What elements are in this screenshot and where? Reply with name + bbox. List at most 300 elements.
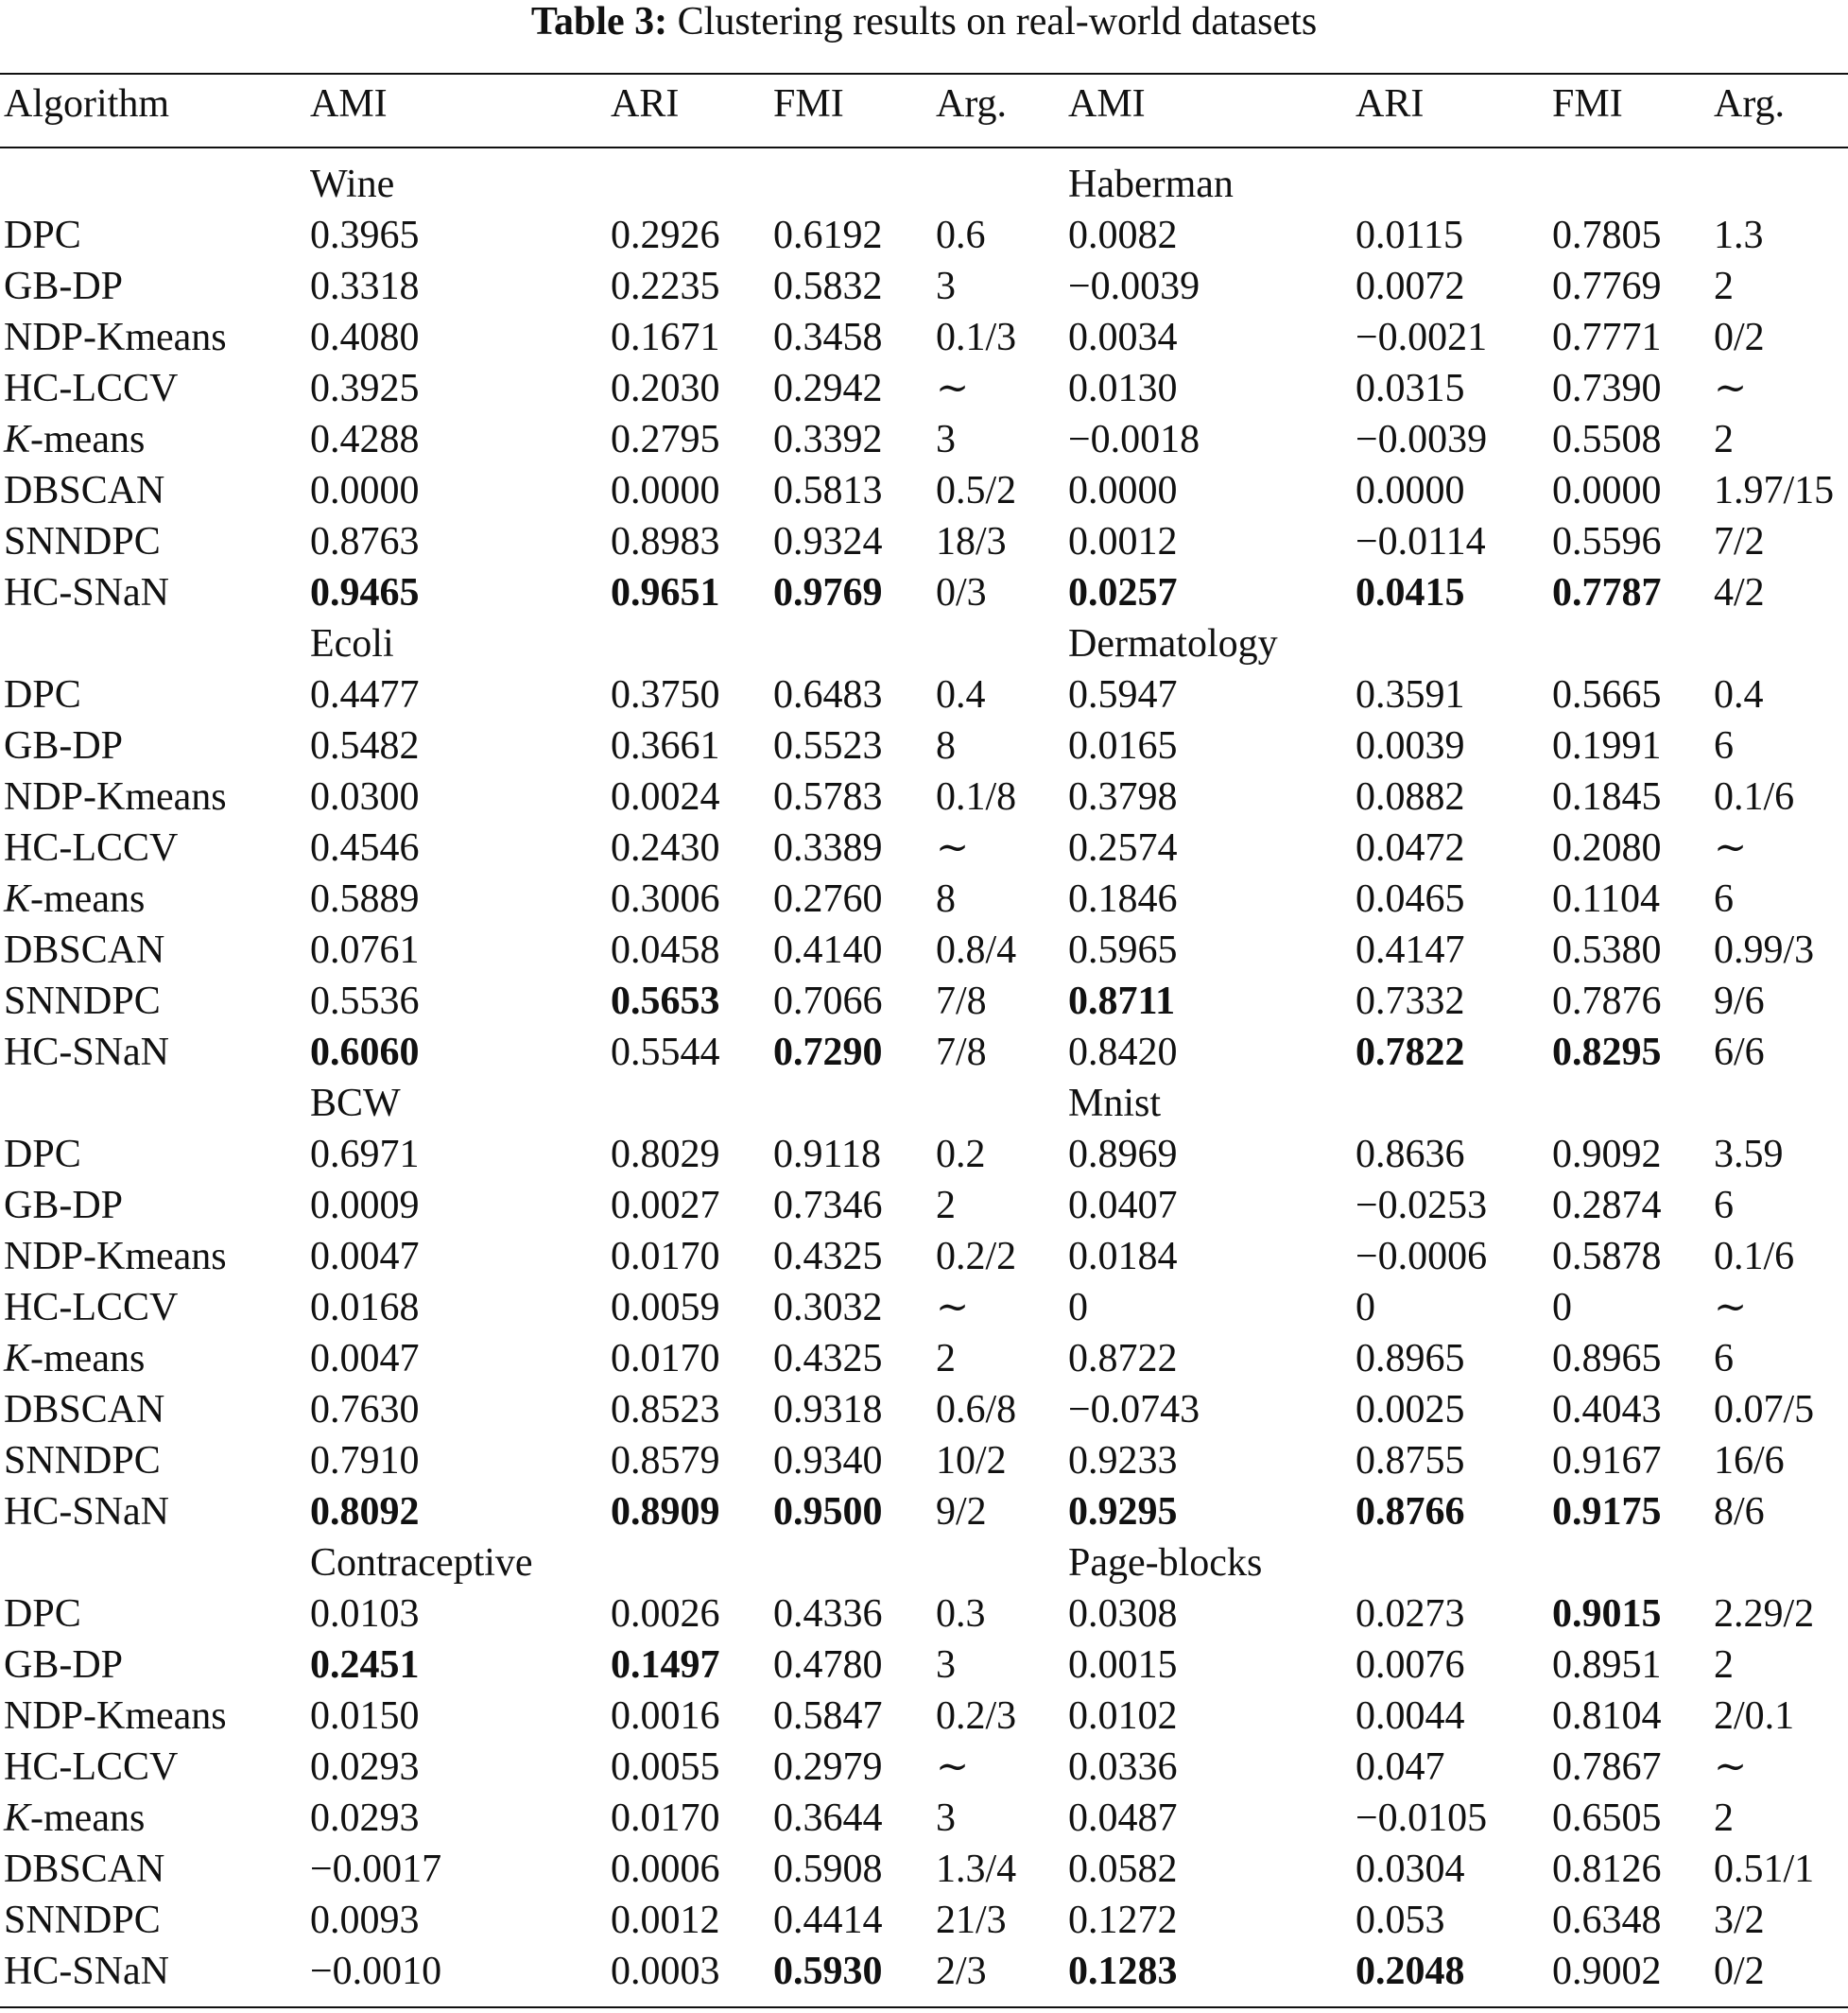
cell-fmi-right: 0.8965 [1552,1337,1662,1380]
algorithm-name: DPC [4,1592,81,1636]
dataset-label-row [0,618,1848,669]
header-fmi-right: FMI [1552,82,1623,126]
cell-ami-left: 0.6971 [310,1133,420,1176]
cell-ami-right: 0.9233 [1068,1439,1178,1483]
dataset-name-right: Haberman [1068,163,1234,206]
algorithm-name: HC-LCCV [4,826,179,870]
cell-ami-right: 0.0165 [1068,724,1178,768]
cell-ami-right: 0.0000 [1068,469,1178,512]
cell-ami-left: 0.0300 [310,775,420,819]
cell-fmi-left: 0.3392 [773,418,883,461]
cell-arg-left: 21/3 [936,1899,1007,1942]
table-row [0,1895,1848,1946]
cell-fmi-right: 0.8951 [1552,1643,1662,1687]
cell-ami-right: −0.0743 [1068,1388,1200,1432]
cell-arg-left: 10/2 [936,1439,1007,1483]
cell-arg-right: 0.99/3 [1714,928,1815,972]
cell-fmi-right: 0.1104 [1552,877,1660,921]
table-row [0,1333,1848,1384]
algorithm-name: DBSCAN [4,1848,165,1891]
cell-ami-left: 0.0047 [310,1337,420,1380]
cell-fmi-left: 0.9340 [773,1439,883,1483]
cell-arg-left: 7/8 [936,1031,987,1074]
table-row [0,567,1848,618]
cell-ami-right: 0.0184 [1068,1235,1178,1278]
cell-ari-right: 0.7332 [1356,980,1465,1023]
cell-ari-right: −0.0039 [1356,418,1488,461]
cell-ami-left: 0.0103 [310,1592,420,1636]
cell-fmi-right: 0.5380 [1552,928,1662,972]
cell-fmi-left: 0.9324 [773,520,883,564]
cell-fmi-right: 0.5596 [1552,520,1662,564]
cell-arg-right: ∼ [1714,367,1748,410]
header-arg-right: Arg. [1714,82,1786,126]
algorithm-name: GB-DP [4,265,124,308]
cell-arg-left: 3 [936,1796,956,1840]
cell-fmi-left: 0.5847 [773,1694,883,1738]
table-row [0,1231,1848,1282]
cell-ami-right: 0.0015 [1068,1643,1178,1687]
cell-ari-left: 0.3006 [611,877,720,921]
cell-ari-right: −0.0253 [1356,1184,1488,1227]
cell-ami-left: 0.3965 [310,214,420,257]
cell-arg-right: ∼ [1714,1286,1748,1329]
cell-ari-right: 0.0415 [1356,571,1465,615]
cell-ami-right: 0.9295 [1068,1490,1178,1534]
cell-ari-left: 0.0059 [611,1286,720,1329]
cell-arg-right: ∼ [1714,1745,1748,1789]
table-row [0,874,1848,925]
cell-fmi-left: 0.5930 [773,1950,883,1993]
dataset-label-row [0,159,1848,210]
cell-ari-right: 0.0115 [1356,214,1463,257]
algorithm-name: DPC [4,214,81,257]
table-row [0,1742,1848,1793]
cell-fmi-right: 0.7805 [1552,214,1662,257]
cell-ami-right: 0.0308 [1068,1592,1178,1636]
cell-arg-right: 6 [1714,1184,1734,1227]
table-header-row [0,76,1848,132]
cell-ami-right: −0.0018 [1068,418,1200,461]
cell-fmi-left: 0.7290 [773,1031,883,1074]
cell-arg-right: 0.51/1 [1714,1848,1815,1891]
header-arg-left: Arg. [936,82,1008,126]
cell-ami-right: 0.8420 [1068,1031,1178,1074]
cell-fmi-left: 0.6483 [773,673,883,717]
cell-ami-left: 0.0047 [310,1235,420,1278]
cell-ari-right: 0.0025 [1356,1388,1465,1432]
cell-ari-right: 0.0000 [1356,469,1465,512]
table-row [0,1180,1848,1231]
cell-fmi-left: 0.4325 [773,1235,883,1278]
header-ari-right: ARI [1356,82,1425,126]
table-caption-label: Table 3: [530,0,668,43]
algorithm-name: SNNDPC [4,1439,161,1483]
table-row [0,261,1848,312]
cell-arg-left: 0.6 [936,214,986,257]
cell-arg-left: 0.5/2 [936,469,1017,512]
table-row [0,720,1848,772]
cell-fmi-left: 0.3389 [773,826,883,870]
dataset-label-row [0,1537,1848,1588]
cell-ami-right: 0.8722 [1068,1337,1178,1380]
cell-ami-left: 0.6060 [310,1031,420,1074]
table-row [0,1691,1848,1742]
cell-ami-right: 0.0102 [1068,1694,1178,1738]
cell-ami-right: 0.1283 [1068,1950,1178,1993]
cell-arg-left: 3 [936,265,956,308]
cell-ami-right: 0.8711 [1068,980,1176,1023]
cell-ami-left: 0.5889 [310,877,420,921]
cell-fmi-left: 0.9118 [773,1133,881,1176]
cell-ari-right: 0.7822 [1356,1031,1465,1074]
cell-ami-right: 0.2574 [1068,826,1178,870]
cell-ami-right: 0.0582 [1068,1848,1178,1891]
cell-ari-right: 0.0076 [1356,1643,1465,1687]
algorithm-name: HC-SNaN [4,1031,169,1074]
cell-ami-left: 0.3925 [310,367,420,410]
algorithm-name: HC-LCCV [4,1745,179,1789]
cell-fmi-right: 0.5665 [1552,673,1662,717]
cell-ari-left: 0.2030 [611,367,720,410]
cell-fmi-left: 0.5813 [773,469,883,512]
dataset-name-right: Page-blocks [1068,1541,1263,1585]
cell-ari-right: 0.053 [1356,1899,1445,1942]
algorithm-name: HC-SNaN [4,1490,169,1534]
cell-arg-right: 6 [1714,877,1734,921]
cell-fmi-left: 0.9500 [773,1490,883,1534]
cell-arg-right: 0.1/6 [1714,775,1795,819]
cell-ami-left: −0.0010 [310,1950,442,1993]
cell-arg-left: 0.1/3 [936,316,1017,359]
algorithm-name: NDP-Kmeans [4,1235,227,1278]
cell-arg-left: 9/2 [936,1490,987,1534]
cell-fmi-right: 0.2874 [1552,1184,1662,1227]
cell-ari-left: 0.1671 [611,316,720,359]
cell-ami-left: 0.0293 [310,1745,420,1789]
cell-ari-right: −0.0105 [1356,1796,1488,1840]
algorithm-name: GB-DP [4,1643,124,1687]
cell-ami-left: 0.4080 [310,316,420,359]
cell-fmi-right: 0.7769 [1552,265,1662,308]
header-fmi-left: FMI [773,82,844,126]
cell-fmi-right: 0.8104 [1552,1694,1662,1738]
cell-ari-right: 0.0315 [1356,367,1465,410]
cell-ari-left: 0.0170 [611,1796,720,1840]
algorithm-name: HC-SNaN [4,1950,169,1993]
cell-arg-right: 3/2 [1714,1899,1765,1942]
cell-ari-left: 0.0027 [611,1184,720,1227]
cell-ami-left: −0.0017 [310,1848,442,1891]
cell-ari-left: 0.5653 [611,980,720,1023]
cell-ami-right: 0.3798 [1068,775,1178,819]
algorithm-name: HC-LCCV [4,1286,179,1329]
cell-arg-left: 0.6/8 [936,1388,1017,1432]
cell-fmi-right: 0.9015 [1552,1592,1662,1636]
algorithm-name: NDP-Kmeans [4,1694,227,1738]
cell-ami-left: 0.0761 [310,928,420,972]
cell-arg-left: 0.2 [936,1133,986,1176]
cell-fmi-right: 0.7771 [1552,316,1662,359]
cell-ari-right: 0.8965 [1356,1337,1465,1380]
cell-fmi-right: 0.1991 [1552,724,1662,768]
cell-arg-left: 3 [936,418,956,461]
cell-ami-right: 0.5947 [1068,673,1178,717]
cell-arg-right: 2 [1714,1643,1734,1687]
algorithm-name: NDP-Kmeans [4,775,227,819]
cell-ami-left: 0.4288 [310,418,420,461]
table-bottom-rule [0,2006,1848,2008]
cell-ari-left: 0.0024 [611,775,720,819]
cell-fmi-left: 0.7066 [773,980,883,1023]
cell-fmi-right: 0.7787 [1552,571,1662,615]
dataset-name-left: BCW [310,1082,401,1125]
cell-fmi-right: 0.7867 [1552,1745,1662,1789]
table-row [0,1435,1848,1486]
cell-ami-right: 0.0012 [1068,520,1178,564]
cell-ami-left: 0.4546 [310,826,420,870]
algorithm-name: DPC [4,1133,81,1176]
cell-fmi-left: 0.4140 [773,928,883,972]
cell-arg-left: 2/3 [936,1950,987,1993]
cell-fmi-left: 0.9318 [773,1388,883,1432]
cell-ami-right: 0.0257 [1068,571,1178,615]
table-top-rule [0,73,1848,75]
table-row [0,823,1848,874]
cell-arg-left: 0/3 [936,571,987,615]
cell-ari-left: 0.3750 [611,673,720,717]
table-row [0,1486,1848,1537]
cell-ari-left: 0.0016 [611,1694,720,1738]
table-row [0,1640,1848,1691]
table-row [0,516,1848,567]
cell-arg-left: 7/8 [936,980,987,1023]
cell-ari-right: 0.0039 [1356,724,1465,768]
cell-fmi-left: 0.9769 [773,571,883,615]
table-body [0,159,1848,1997]
algorithm-name: NDP-Kmeans [4,316,227,359]
cell-fmi-right: 0.1845 [1552,775,1662,819]
cell-ari-left: 0.2235 [611,265,720,308]
cell-ari-right: 0.0465 [1356,877,1465,921]
cell-ami-right: 0 [1068,1286,1088,1329]
cell-arg-right: 7/2 [1714,520,1765,564]
cell-ari-left: 0.8909 [611,1490,720,1534]
cell-ari-right: −0.0006 [1356,1235,1488,1278]
algorithm-name: K-means [4,877,146,921]
cell-ari-left: 0.2926 [611,214,720,257]
table-caption-text: Clustering results on real-world datasets [677,0,1318,43]
cell-fmi-left: 0.4336 [773,1592,883,1636]
cell-fmi-right: 0.7876 [1552,980,1662,1023]
cell-fmi-right: 0.6505 [1552,1796,1662,1840]
cell-ami-right: 0.1272 [1068,1899,1178,1942]
cell-fmi-left: 0.4414 [773,1899,883,1942]
cell-ami-left: 0.0093 [310,1899,420,1942]
cell-fmi-left: 0.5523 [773,724,883,768]
table-row [0,772,1848,823]
cell-ari-right: 0 [1356,1286,1375,1329]
cell-ami-right: 0.0487 [1068,1796,1178,1840]
table-row [0,1946,1848,1997]
table-row [0,976,1848,1027]
cell-ari-right: 0.2048 [1356,1950,1465,1993]
cell-arg-left: 18/3 [936,520,1007,564]
cell-fmi-right: 0.9175 [1552,1490,1662,1534]
cell-arg-left: 0.8/4 [936,928,1017,972]
table-row [0,1027,1848,1078]
cell-fmi-left: 0.2942 [773,367,883,410]
cell-ari-right: −0.0021 [1356,316,1488,359]
cell-ari-left: 0.0055 [611,1745,720,1789]
cell-ami-left: 0.0168 [310,1286,420,1329]
cell-fmi-right: 0 [1552,1286,1572,1329]
header-ami-right: AMI [1068,82,1146,126]
header-ami-left: AMI [310,82,388,126]
cell-arg-right: 1.97/15 [1714,469,1835,512]
cell-ari-left: 0.0026 [611,1592,720,1636]
cell-ami-left: 0.0293 [310,1796,420,1840]
cell-fmi-left: 0.4780 [773,1643,883,1687]
cell-arg-left: 8 [936,877,956,921]
cell-arg-right: 8/6 [1714,1490,1765,1534]
cell-arg-left: 2 [936,1337,956,1380]
cell-ari-left: 0.2795 [611,418,720,461]
algorithm-name: DBSCAN [4,469,165,512]
cell-arg-left: 8 [936,724,956,768]
cell-ari-left: 0.0006 [611,1848,720,1891]
cell-ami-right: 0.0407 [1068,1184,1178,1227]
table-row [0,210,1848,261]
algorithm-name: DBSCAN [4,928,165,972]
cell-arg-right: 3.59 [1714,1133,1784,1176]
algorithm-name: K-means [4,1796,146,1840]
cell-ami-left: 0.8092 [310,1490,420,1534]
table-row [0,1793,1848,1844]
cell-fmi-left: 0.3032 [773,1286,883,1329]
table-row [0,465,1848,516]
cell-ari-left: 0.8983 [611,520,720,564]
header-algorithm: Algorithm [4,82,169,126]
cell-arg-left: 1.3/4 [936,1848,1017,1891]
header-ari-left: ARI [611,82,680,126]
algorithm-name: DPC [4,673,81,717]
table-row [0,1384,1848,1435]
table-row [0,414,1848,465]
cell-arg-right: 4/2 [1714,571,1765,615]
dataset-name-left: Contraceptive [310,1541,533,1585]
cell-ari-left: 0.0170 [611,1337,720,1380]
dataset-name-right: Mnist [1068,1082,1162,1125]
cell-arg-left: 0.4 [936,673,986,717]
cell-arg-right: 6/6 [1714,1031,1765,1074]
cell-ami-left: 0.5482 [310,724,420,768]
cell-arg-left: 0.3 [936,1592,986,1636]
cell-fmi-right: 0.0000 [1552,469,1662,512]
cell-fmi-right: 0.4043 [1552,1388,1662,1432]
cell-ari-right: 0.0072 [1356,265,1465,308]
cell-ari-left: 0.0000 [611,469,720,512]
algorithm-name: SNNDPC [4,1899,161,1942]
cell-arg-right: 2 [1714,418,1734,461]
cell-ami-left: 0.0150 [310,1694,420,1738]
cell-fmi-left: 0.7346 [773,1184,883,1227]
cell-ami-right: −0.0039 [1068,265,1200,308]
cell-ami-right: 0.0336 [1068,1745,1178,1789]
cell-ami-left: 0.2451 [310,1643,420,1687]
algorithm-name: K-means [4,1337,146,1380]
cell-ari-left: 0.0012 [611,1899,720,1942]
cell-arg-right: 2 [1714,1796,1734,1840]
cell-fmi-right: 0.2080 [1552,826,1662,870]
table-caption [0,0,1848,43]
cell-ami-right: 0.5965 [1068,928,1178,972]
algorithm-name: DBSCAN [4,1388,165,1432]
cell-ari-right: 0.8636 [1356,1133,1465,1176]
table-row [0,363,1848,414]
table-row [0,312,1848,363]
table-header-rule [0,147,1848,148]
cell-ari-left: 0.0458 [611,928,720,972]
cell-arg-right: 2 [1714,265,1734,308]
cell-arg-right: 2.29/2 [1714,1592,1815,1636]
cell-fmi-right: 0.9002 [1552,1950,1662,1993]
cell-arg-right: 1.3 [1714,214,1764,257]
cell-fmi-right: 0.8126 [1552,1848,1662,1891]
cell-arg-right: 16/6 [1714,1439,1785,1483]
cell-ari-left: 0.8579 [611,1439,720,1483]
algorithm-name: SNNDPC [4,520,161,564]
cell-arg-left: ∼ [936,826,970,870]
cell-fmi-right: 0.5508 [1552,418,1662,461]
cell-fmi-left: 0.3644 [773,1796,883,1840]
table-row [0,669,1848,720]
cell-fmi-right: 0.7390 [1552,367,1662,410]
algorithm-name: HC-SNaN [4,571,169,615]
cell-ari-right: 0.8755 [1356,1439,1465,1483]
cell-ami-right: 0.0034 [1068,316,1178,359]
cell-arg-right: 0.4 [1714,673,1764,717]
cell-ari-right: 0.4147 [1356,928,1465,972]
dataset-label-row [0,1078,1848,1129]
algorithm-name: GB-DP [4,724,124,768]
cell-fmi-left: 0.4325 [773,1337,883,1380]
cell-arg-left: ∼ [936,1745,970,1789]
cell-ami-left: 0.0000 [310,469,420,512]
table-row [0,1129,1848,1180]
algorithm-name: GB-DP [4,1184,124,1227]
cell-fmi-right: 0.5878 [1552,1235,1662,1278]
cell-ami-left: 0.8763 [310,520,420,564]
cell-arg-left: 3 [936,1643,956,1687]
cell-ari-right: 0.8766 [1356,1490,1465,1534]
cell-arg-left: ∼ [936,1286,970,1329]
cell-fmi-left: 0.3458 [773,316,883,359]
cell-arg-right: 9/6 [1714,980,1765,1023]
cell-fmi-left: 0.2979 [773,1745,883,1789]
cell-arg-right: 0.1/6 [1714,1235,1795,1278]
table-row [0,1282,1848,1333]
cell-fmi-left: 0.5832 [773,265,883,308]
table-row [0,925,1848,976]
cell-ari-left: 0.0003 [611,1950,720,1993]
cell-ami-left: 0.3318 [310,265,420,308]
cell-arg-right: 6 [1714,724,1734,768]
cell-ari-right: 0.0472 [1356,826,1465,870]
cell-ami-left: 0.7910 [310,1439,420,1483]
cell-ami-left: 0.4477 [310,673,420,717]
cell-ami-left: 0.5536 [310,980,420,1023]
